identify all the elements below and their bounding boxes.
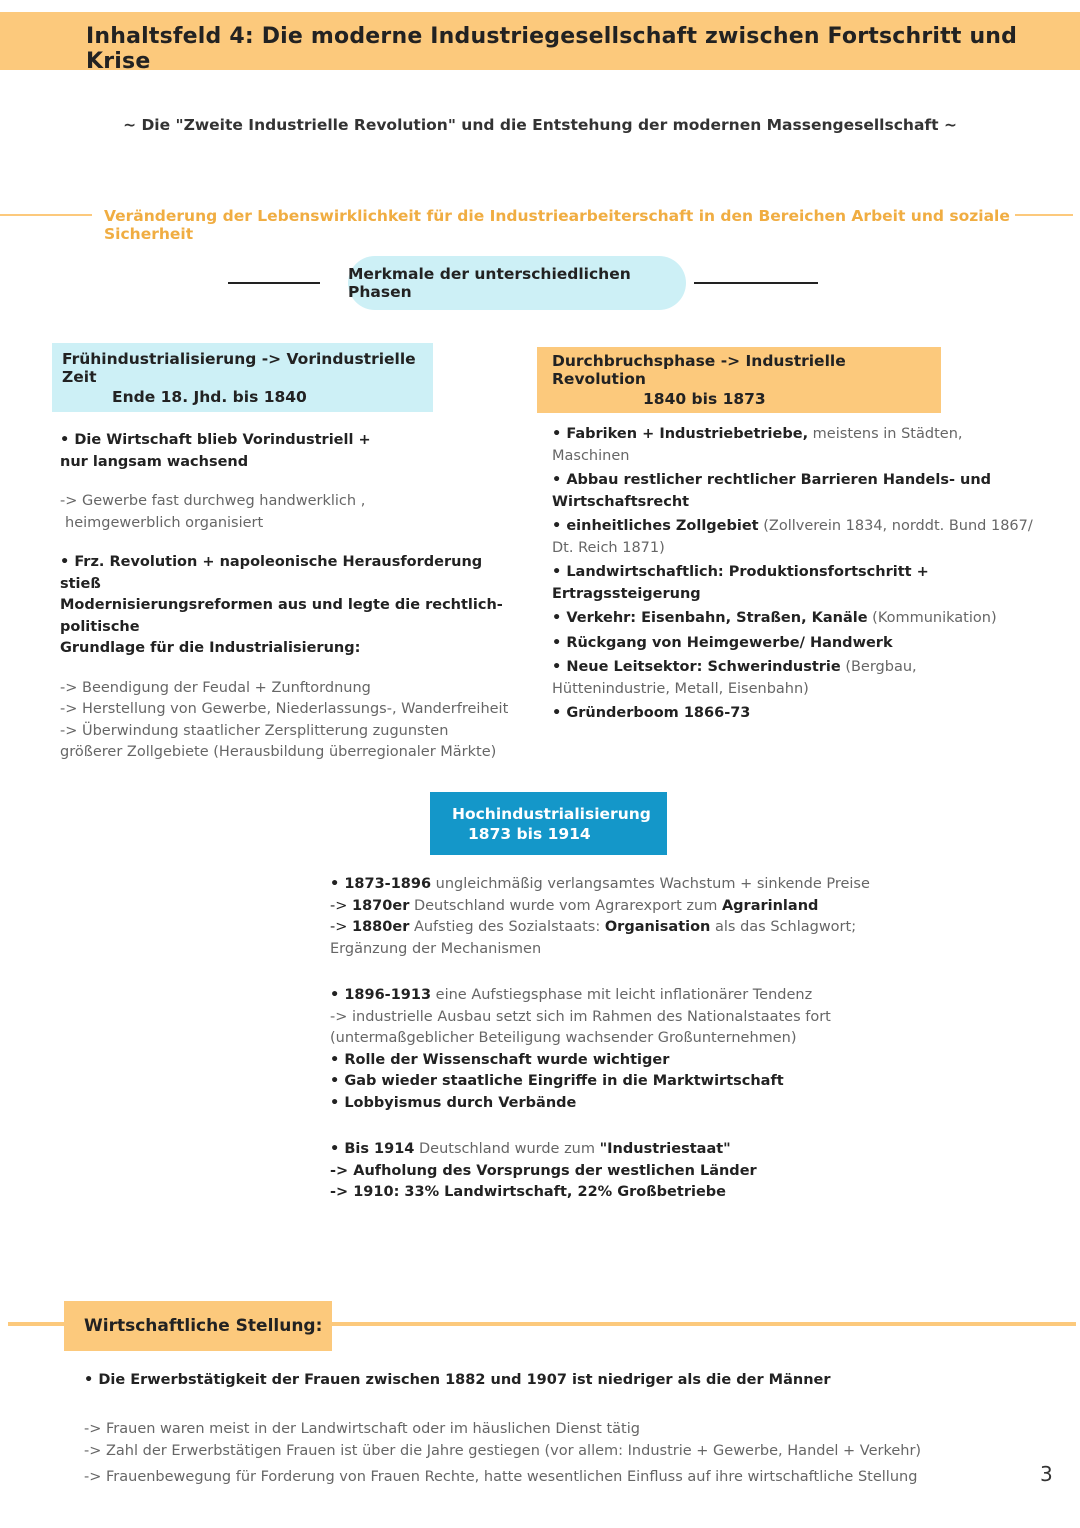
economy-l2: -> Zahl der Erwerbstätigen Frauen ist über die Jahre gestiegen (vor allem: Industrie + Gewerbe, Handel + Verkehr) [84,1443,922,1459]
phase1-b1-l2: nur langsam wachsend [60,453,249,470]
phase2-i1-bold: • Fabriken + Industriebetriebe, [552,426,809,442]
section-line-right [1015,214,1073,216]
phase3-b3: • Rolle der Wissenschaft wurde wichtiger [330,1051,670,1068]
phase2-i5-bold: • Verkehr: Eisenbahn, Straßen, Kanäle [552,610,868,626]
phase2-period: 1840 bis 1873 [643,390,766,408]
pill-line-right [694,282,818,284]
phase3-b1-bold: • 1896-1913 [330,987,432,1003]
phase1-b3-l3: politische [60,618,140,635]
phase1-period: Ende 18. Jhd. bis 1840 [112,387,307,406]
phase1-b3-l2: Modernisierungsreformen aus und legte die rechtlich- [60,597,503,613]
economy-l3: -> Frauenbewegung für Forderung von Frauen Rechte, hatte wesentlichen Einfluss auf ihre wirtschaftliche Stellung [84,1468,918,1485]
economy-l1: -> Frauen waren meist in der Landwirtschaft oder im häuslichen Dienst tätig [84,1420,640,1437]
phase3-a2-bold2: Agrarinland [721,897,819,914]
phase1-b2-l2: heimgewerblich organisiert [65,514,264,531]
phase2-i4-l2: Ertragssteigerung [552,585,701,602]
page-number: 3 [1040,1462,1053,1486]
phase2-i2-l2: Wirtschaftsrecht [552,493,690,510]
phase3-a2-bold: 1870er [352,897,410,914]
phase2-i1-l2: Maschinen [552,447,630,464]
phase3-box [430,792,667,855]
page-title: Inhaltsfeld 4: Die moderne Industriegesellschaft zwischen Fortschritt und Krise [86,24,1018,74]
phase3-title: Hochindustrialisierung [452,804,651,823]
phase2-box [537,347,941,413]
phase3-c2: -> Aufholung des Vorsprungs der westlichen Länder [330,1162,757,1179]
phase2-i2-l1: • Abbau restlicher rechtlicher Barrieren Handels- und [552,472,992,488]
phase1-b4-l2: -> Herstellung von Gewerbe, Niederlassungs-, Wanderfreiheit [60,701,509,717]
phase3-a3-light: Aufstieg des Sozialstaats: [409,919,605,935]
phase2-i5-light: (Kommunikation) [867,610,997,626]
section-line-left [0,214,92,216]
phase3-a1-light: ungleichmäßig verlangsamtes Wachstum + sinkende Preise [431,876,870,892]
phase2-i8: • Gründerboom 1866-73 [552,705,751,721]
phase3-a2-pre: -> [330,897,352,914]
economy-content [84,1370,1044,1488]
phase2-i4-l1: • Landwirtschaftlich: Produktionsfortschritt + [552,564,929,580]
phase1-content [60,430,520,764]
phase3-a3-pre: -> [330,919,352,935]
phase1-b3-l4: Grundlage für die Industrialisierung: [60,640,361,656]
phase3-period: 1873 bis 1914 [468,824,591,843]
phase3-a3-light2: als das Schlagwort; [710,919,857,935]
phase1-b4-l1: -> Beendigung der Feudal + Zunftordnung [60,679,371,696]
phase2-content [552,424,1052,725]
phase3-a3-l2: Ergänzung der Mechanismen [330,940,542,957]
phase3-a2-light: Deutschland wurde vom Agrarexport zum [409,897,722,914]
economy-main: • Die Erwerbstätigkeit der Frauen zwischen 1882 und 1907 ist niedriger als die der Männer [84,1372,831,1388]
phase2-i3-bold: • einheitliches Zollgebiet [552,518,759,534]
phase2-i1-light: meistens in Städten, [808,426,963,442]
phase1-b4-l3: -> Überwindung staatlicher Zersplitterung zugunsten [60,722,449,739]
phase1-box [52,343,433,412]
section-title: Veränderung der Lebenswirklichkeit für die Industriearbeiterschaft in den Bereichen Arbeit und soziale Sicherheit [104,207,1010,243]
phase3-b1-light: eine Aufstiegsphase mit leicht inflationärer Tendenz [431,987,813,1003]
phase3-c3: -> 1910: 33% Landwirtschaft, 22% Großbetriebe [330,1184,726,1200]
phase2-title: Durchbruchsphase -> Industrielle Revolution [552,352,846,388]
phase3-c1-bold2: "Industriestaat" [599,1141,731,1157]
phase1-b2-l1: -> Gewerbe fast durchweg handwerklich , [60,493,366,509]
phase3-a3-bold: 1880er [352,919,410,935]
phase2-i7-l2: Hüttenindustrie, Metall, Eisenbahn) [552,680,809,697]
phase3-content [330,874,930,1204]
subtitle: ~ Die "Zweite Industrielle Revolution" und die Entstehung der modernen Massengesellschaft ~ [123,116,957,134]
phase3-b5: • Lobbyismus durch Verbände [330,1094,577,1111]
phase1-title: Frühindustrialisierung -> Vorindustrielle Zeit [62,349,416,386]
phase2-i3-l2: Dt. Reich 1871) [552,539,665,556]
phase2-i7-light: (Bergbau, [840,659,917,675]
phase1-b4-l4: größerer Zollgebiete (Herausbildung überregionaler Märkte) [60,744,497,760]
pill-line-left [228,282,320,284]
phase2-i3-light: (Zollverein 1834, norddt. Bund 1867/ [758,518,1033,534]
phase2-i7-bold: • Neue Leitsektor: Schwerindustrie [552,659,841,675]
phase3-b2-l1: -> industrielle Ausbau setzt sich im Rahmen des Nationalstaates fort [330,1008,831,1025]
phases-pill: Merkmale der unterschiedlichen Phasen [348,256,686,310]
economy-tag: Wirtschaftliche Stellung: [64,1301,332,1351]
phase3-a1-bold: • 1873-1896 [330,876,432,892]
phase2-i6: • Rückgang von Heimgewerbe/ Handwerk [552,634,893,651]
phase3-a3-bold2: Organisation [604,919,711,935]
phase1-b1-l1: • Die Wirtschaft blieb Vorindustriell + [60,432,371,448]
phase3-b4: • Gab wieder staatliche Eingriffe in die Marktwirtschaft [330,1073,784,1089]
phase3-c1-bold: • Bis 1914 [330,1141,415,1157]
phase3-c1-light: Deutschland wurde zum [414,1141,600,1157]
phase3-b2-l2: (untermaßgeblicher Beteiligung wachsender Großunternehmen) [330,1030,797,1046]
phase1-b3-l1: • Frz. Revolution + napoleonische Herausforderung stieß [60,554,483,592]
